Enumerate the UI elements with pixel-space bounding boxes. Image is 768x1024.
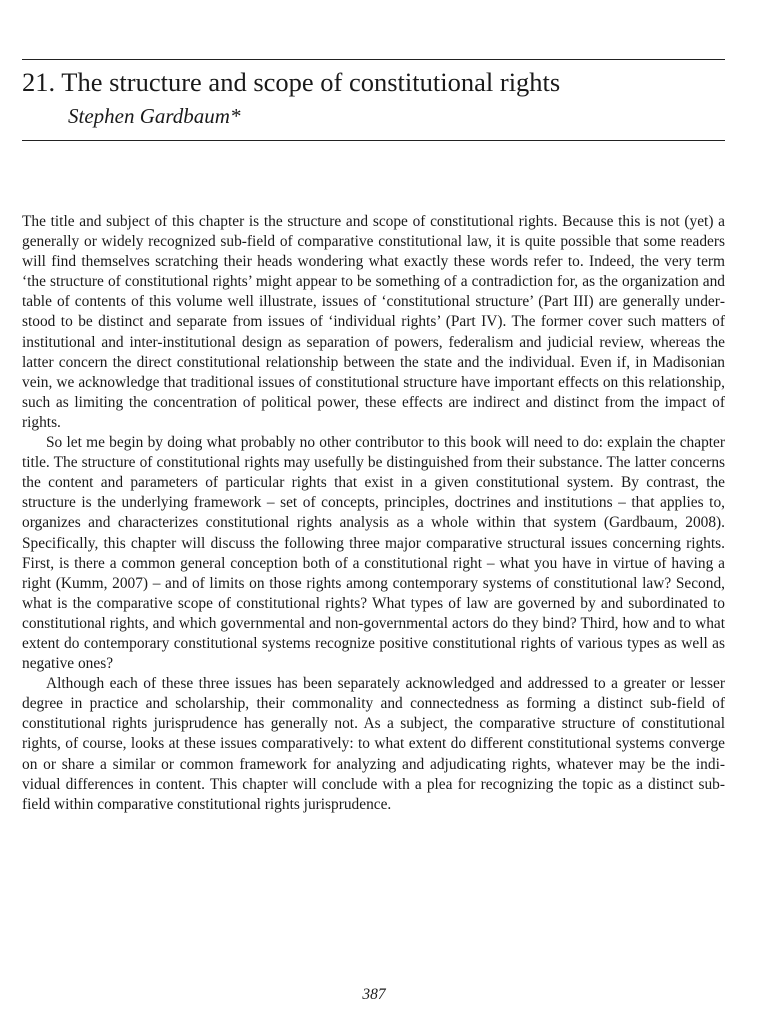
paragraph-chapter-outline: So let me begin by doing what probably no other contributor to this book will need to do: explain the chapter title. The structure of constitutional rights may usefully be distinguished from their substance. The latter concerns the content and parameters of particular rights that exist in a given constitutional system. By contrast, the structure is the underlying framework – set of concepts, principles, doctrines and institutions – that applies to, organizes and characterizes constitutional rights analysis as a whole within that system (Gardbaum, 2008). Specifically, this chapter will discuss the following three major comparative structural issues concerning rights. First, is there a common general conception both of a constitutional right – what you have in virtue of having a right (Kumm, 2007) – and of limits on those rights among contemporary systems of constitutional law? Second, what is the comparative scope of constitutional rights? What types of law are governed by and subordinated to constitutional rights, and which governmental and non-governmental actors do they bind? Third, how and to what extent do contemporary constitutional systems recognize positive constitutional rights of various types as well as negative ones?: [22, 434, 725, 673]
chapter-title: 21. The structure and scope of constitutional rights: [22, 67, 561, 97]
page-number: 387: [362, 986, 386, 1003]
chapter-author: Stephen Gardbaum*: [68, 104, 241, 128]
header-top-rule: [22, 59, 725, 60]
chapter-body: [22, 212, 725, 815]
header-bottom-rule: [22, 140, 725, 141]
paragraph-subfield: Although each of these three issues has been separately acknowledged and addressed to a greater or lesser degree in practice and scholarship, their commonality and connectedness as forming a distinct sub-field of constitutional rights jurisprudence has generally not. As a subject, the comparative structure of constitutional rights, of course, looks at these issues comparatively: to what extent do different constitutional systems converge on or share a similar or common framework for analyzing and adjudicating rights, whatever may be the individual differences in content. This chapter will conclude with a plea for recognizing the topic as a distinct sub-field within comparative constitutional rights jurisprudence.: [22, 675, 725, 813]
paragraph-intro: The title and subject of this chapter is the structure and scope of constitutional rights. Because this is not (yet) a generally or widely recognized sub-field of comparative constitutional law, it is quite possible that some readers will find themselves scratching their heads wondering what exactly these words refer to. Indeed, the very term ‘the structure of constitutional rights’ might appear to be something of a contradiction for, as the organization and table of contents of this volume well illustrate, issues of ‘constitutional structure’ (Part III) are generally understood to be distinct and separate from issues of ‘individual rights’ (Part IV). The former cover such matters of institutional and inter-institutional design as separation of powers, federalism and judicial review, whereas the latter concern the direct constitutional relationship between the state and the individual. Even if, in Madisonian vein, we acknowledge that traditional issues of constitutional structure have important effects on this relationship, such as limiting the concentration of political power, these effects are indirect and distinct from the impact of rights.: [22, 213, 725, 431]
